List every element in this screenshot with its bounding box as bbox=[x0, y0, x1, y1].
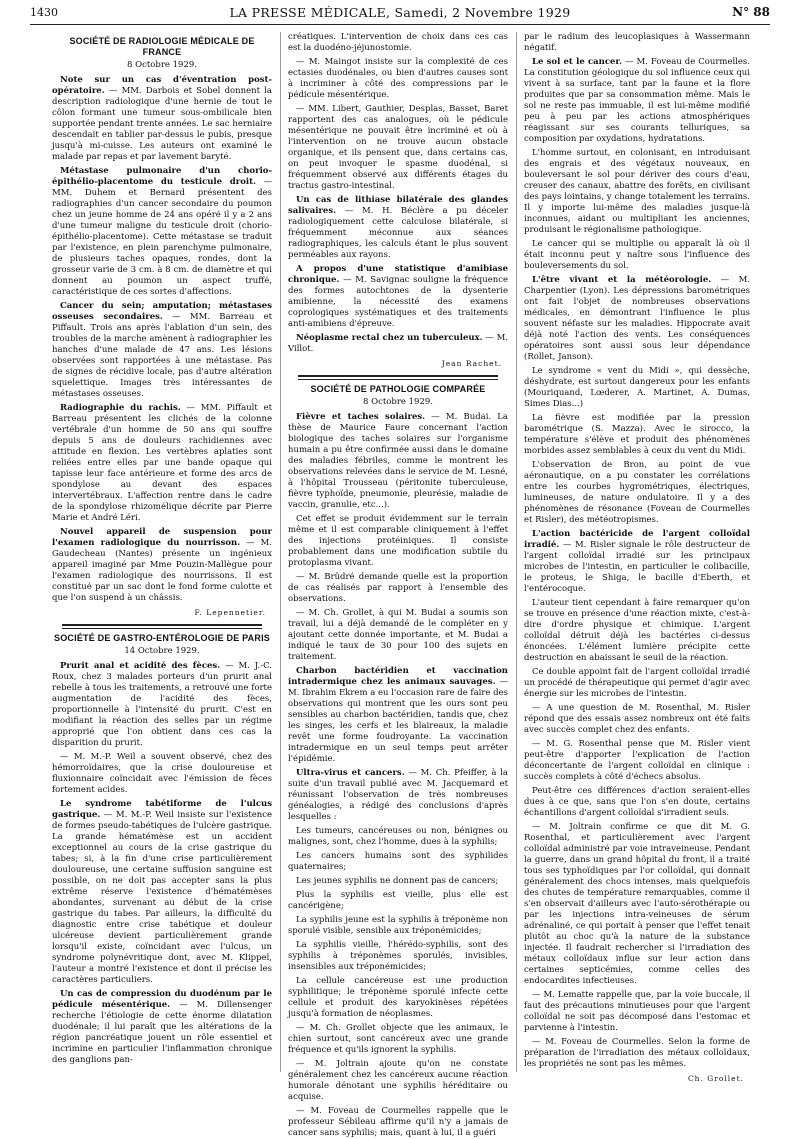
article: Néoplasme rectal chez un tuberculeux. — M. Villot. bbox=[288, 333, 508, 354]
section-rule bbox=[298, 375, 498, 380]
section-date: 8 Octobre 1929. bbox=[363, 397, 433, 407]
paragraph: — M. Joltrain ajoute qu'on ne constate généralement chez les cancéreux aucune réaction humorale dénotant une syphilis héréditaire ou acquise. bbox=[288, 1059, 508, 1102]
paragraph: — M. M.-P. Weil a souvent observé, chez des hémorroïdaires, que la crise douloureuse et fluxionnaire coïncidait avec l'émission de fèces fortement acides. bbox=[52, 752, 272, 795]
list-item: La syphilis vieille, l'hérédo-syphilis, sont des syphilis à tréponèmes sporulés, invisibles, insensibles aux tréponémicides; bbox=[288, 940, 508, 972]
article: Charbon bactéridien et vaccination intradermique chez les animaux sauvages. — M. Ibrahim Ekrem a eu l'occasion rare de faire des observations qui montrent que les ours sont peu sensibles au charbon bactéridien, tandis que, chez les singes, les cerfs et les blaireaux, la maladie revêt une forme foudroyante. La vaccination intradermique en un seul temps peut arrêter l'épidémie. bbox=[288, 666, 509, 764]
section-title: SOCIÉTÉ DE RADIOLOGIE MÉDICALE DE FRANCE bbox=[69, 36, 255, 57]
page-header bbox=[30, 2, 770, 24]
section-date: 14 Octobre 1929. bbox=[124, 646, 200, 656]
section-date: 8 Octobre 1929. bbox=[127, 60, 197, 70]
header-rule bbox=[30, 24, 770, 25]
list-item: Les tumeurs, cancéreuses ou non, bénignes ou malignes, sont, chez l'homme, dues à la syphilis; bbox=[288, 826, 508, 847]
paragraph: créatiques. L'intervention de choix dans ces cas est la duodéno-jéjunostomie. bbox=[288, 32, 508, 53]
list-item: La syphilis jeune est la syphilis à tréponème non sporulé visible, sensible aux tréponémicides; bbox=[288, 915, 508, 936]
paragraph: Cet effet se produit évidemment sur le terrain même et il est comparable cliniquement à l'effet des injections protéiniques. Il consiste probablement dans une modification subtile du protoplasma vivant. bbox=[288, 514, 508, 568]
column-3 bbox=[524, 32, 750, 1083]
paragraph: Le cancer qui se multiplie ou apparaît là où il était inconnu peut y naître sous l'influence des bouleversements du sol. bbox=[524, 239, 750, 271]
paragraph: Le syndrome « vent du Midi », qui dessèche, déshydrate, est surtout dangereux pour les enfants (Mouriquand, Lœderer, A. Martinet, A. Dumas, Simes Dias...) bbox=[524, 366, 750, 409]
paragraph: — M. Brûdré demande quelle est la proportion de cas réalisés par rapport à l'ensemble des observations. bbox=[288, 572, 508, 604]
article: L'action bactéricide de l'argent colloïdal irradié. — M. Risler signale le rôle destructeur de l'argent colloïdal irradié sur les principaux microbes de l'intestin, en particulier le colibacille, le proteus, le Shiga, le bacille d'Eberth, et l'entérocoque. bbox=[524, 529, 750, 594]
article: Cancer du sein; amputation; métastases osseuses secondaires. — MM. Barreau et Piffault. Trois ans après l'ablation d'un sein, des troubles de la marche amènent à radiographier les hanches d'une malade de 47 ans. Les lésions observées sont rapportées à une métastase. Pas de signes de récidive locale, pas d'autre altération squelettique. Images très intéressantes de métastases osseuses. bbox=[52, 301, 273, 399]
list-item: La cellule cancéreuse est une production syphilitique; le tréponème sporulé infecte cette cellule et produit des karyokinèses répétées jusqu'à formation de néoplasmes. bbox=[288, 976, 508, 1019]
article: Un cas de compression du duodénum par le pédicule mésentérique. — M. Dillensenger recherche l'étiologie de cette énorme dilatation duodénale; il lui paraît que les altérations de la région pancréatique jouent un rôle essentiel et incrimine en particulier l'inflammation chronique des ganglions pan- bbox=[52, 989, 272, 1065]
article: L'être vivant et la météorologie. — M. Charpentier (Lyon). Les dépressions barométriques ont fait l'objet de nombreuses observations médicales, en démontrant l'influence le plus souvent néfaste sur les maladies. Hippocrate avait déjà noté l'action des vents. Les conséquences opératoires sont aussi sous leur dépendance (Rollet, Janson). bbox=[524, 275, 750, 362]
paragraph: L'observation de Bron, au point de vue aéronautique, on a pu constater les corrélations entre les courbes hygrométriques, électriques, lumineuses, de nature ondulatoire. Il y a des phénomènes de résonance (Foveau de Courmelles et Risler), des météotropismes. bbox=[524, 460, 750, 525]
article: Ultra-virus et cancers. — M. Ch. Pfeiffer, à la suite d'un travail publié avec M. Jacquemard et réunissant l'observation de très nombreuses généalogies, a rédigé des conclusions d'après lesquelles : bbox=[288, 768, 508, 822]
column-divider bbox=[516, 32, 517, 1072]
paragraph: — M. Joltrain confirme ce que dit M. G. Rosenthal, et particulièrement avec l'argent colloïdal administré par voie intraveineuse. Pendant la guerre, dans un grand hôpital du front, il a traité tous ses typhoïdiques par l'or colloïdal, qui donnait généralement des chocs intenses, mais quelquefois des chutes de température remarquables, comme il s'en observait d'ailleurs avec l'auto-sérothérapie ou par les injections intra-veineuses de sérum adrénaliné, ce qui portait à penser que l'effet tenait plutôt au choc qu'à la nature de la substance injectée. Il faudrait rechercher si l'irradiation des métaux colloïdaux influe sur leur action dans certaines septicémies, comme celles des endocardites infectieuses. bbox=[524, 822, 750, 986]
column-divider bbox=[280, 32, 281, 1072]
article: Nouvel appareil de suspension pour l'examen radiologique du nourrisson. — M. Gaudecheau (Nantes) présente un ingénieux appareil imaginé par Mme Pouzin-Mallègue pour l'examen radiologique des nourrissons. Il est constitué par un sac dont le fond forme culotte et que l'on suspend à un châssis. bbox=[52, 527, 273, 603]
article: Le sol et le cancer. — M. Foveau de Courmelles. La constitution géologique du sol influence ceux qui vivent à sa surface, tant par la faune et la flore produites que par sa consommation même. Mais le sol ne reste pas immuable, il est lui-même modifié peu à peu par les actions atmosphériques réagissant sur ses courants telluriques, sa composition par oxydations, hydratations. bbox=[524, 57, 750, 144]
column-2 bbox=[288, 32, 509, 1138]
article: Fièvre et taches solaires. — M. Budai. La thèse de Maurice Faure concernant l'action biologique des taches solaires sur l'organisme humain a pu être confirmée aussi dans le domaine des maladies fébriles, comme le montrent les observations relevées dans le service de M. Lesné, à l'hôpital Trousseau (péritonite tuberculeuse, fièvre typhoïde, pneumonie, pleurésie, maladie de vaccin, granulie, etc...). bbox=[288, 412, 508, 510]
article: Radiographie du rachis. — MM. Piffault et Barreau présentent les clichés de la colonne vertébrale d'un homme de 50 ans qui souffre depuis 5 ans de douleurs rachidiennes avec attitude en flexion. Les vertèbres aplaties sont reliées entre elles par une bande opaque qui tapisse leur face antérieure et forme des arcs de spondylose au devant des espaces intervertébraux. L'affection rentre dans le cadre de la spondylose rhizomélique décrite par Pierre Marie et André Léri. bbox=[52, 403, 272, 523]
column-1 bbox=[52, 32, 272, 1072]
paragraph: — M. Lematte rappelle que, par la voie buccale, il faut des précautions minutieuses pour que l'argent colloïdal ne soit pas décomposé dans l'estomac et parvienne à l'intestin. bbox=[524, 990, 750, 1033]
paragraph: — M. Ch. Grollet objecte que les animaux, le chien surtout, sont cancéreux avec une grande fréquence et qu'ils ignorent la syphilis. bbox=[288, 1023, 508, 1055]
paragraph: — M. Foveau de Courmelles. Selon la forme de préparation de l'irradiation des métaux colloïdaux, les propriétés ne sont pas les mêmes. bbox=[524, 1037, 750, 1069]
list-item: Les cancers humains sont des syphilides quaternaires; bbox=[288, 851, 508, 872]
signature: F. Lepennetier. bbox=[194, 608, 266, 617]
paragraph: — M. G. Rosenthal pense que M. Risler vient peut-être d'apporter l'explication de l'action déconcertante de l'argent colloïdal en clinique : succès complets à côté d'échecs absolus. bbox=[524, 739, 750, 782]
issue-number: N° 88 bbox=[732, 5, 770, 19]
paragraph: — M. Maingot insiste sur la complexité de ces ectasies duodénales, ou bien d'autres causes sont à incriminer à côté des compressions par le pédicule mésentérique. bbox=[288, 57, 508, 100]
article: Note sur un cas d'éventration post-opératoire. — MM. Darbois et Sobel donnent la description radiologique d'une hernie de tout le côlon formant une tumeur sous-ombilicale bien supportée pendant trente années. Le sac herniaire descendait en tablier par-dessus le pubis, presque jusqu'à mi-cuisse. Les auteurs ont examiné le malade par repas et par lavement baryté. bbox=[52, 75, 272, 162]
page-number: 1430 bbox=[30, 6, 58, 19]
paragraph: — A une question de M. Rosenthal, M. Risler répond que des essais assez nombreux ont été faits avec succès complet chez des enfants. bbox=[524, 703, 750, 735]
list-item: Plus la syphilis est vieille, plus elle est cancérigène; bbox=[288, 890, 508, 911]
article: Un cas de lithiase bilatérale des glandes salivaires. — M. H. Béclère a pu déceler radiologiquement cette calculose bilatérale, si fréquemment méconnue aux séances radiographiques, les calculs étant le plus souvent perméables aux rayons. bbox=[288, 195, 508, 260]
masthead: LA PRESSE MÉDICALE, Samedi, 2 Novembre 1929 bbox=[229, 5, 571, 20]
paragraph: — MM. Libert, Gauthier, Desplas, Basset, Baret rapportent des cas analogues, où le pédicule mésentérique ne pouvait être incriminé et où à l'intervention on ne trouve aucun obstacle organique, et ils pensent que, dans certains cas, on peut invoquer le spasme duodénal, si fréquemment observé aux différents étages du tractus gastro-intestinal. bbox=[288, 104, 508, 191]
paragraph: par le radium des leucoplasiques à Wassermann négatif. bbox=[524, 32, 750, 53]
paragraph: — M. Ch. Grollet, à qui M. Budai a soumis son travail, lui a déjà demandé de le compléter en y ajoutant cette donnée importante, et M. Budai a indiqué le taux de 30 pour 100 des sujets en traitement. bbox=[288, 608, 508, 662]
article: Le syndrome tabétiforme de l'ulcus gastrique. — M. M.-P. Weil insiste sur l'existence de formes pseudo-tabétiques de l'ulcère gastrique. La grande hématémèse est un accident exceptionnel au cours de la crise gastrique du tabes; si, à la fin d'une crise particulièrement douloureuse, une certaine suffusion sanguine est possible, on ne doit pas accepter sans la plus extrême réserve l'existence d'hématémèses abondantes, survenant au début de la crise gastrique du tabes. Par ailleurs, la difficulté du diagnostic entre crise tabétique et douleur ulcéreuse devient particulièrement grande lorsqu'il existe, coïncidant avec l'ulcus, un syndrome polynévritique dont, avec M. Klippel, l'auteur a montré l'existence et dont il précise les caractères particuliers. bbox=[52, 799, 272, 985]
section-title: SOCIÉTÉ DE PATHOLOGIE COMPARÉE bbox=[310, 384, 486, 394]
paragraph: Ce double appoint fait de l'argent colloïdal irradié un procédé de thérapeutique qui permet d'agir avec énergie sur les microbes de l'intestin. bbox=[524, 667, 750, 699]
columns bbox=[52, 32, 776, 1138]
paragraph: — M. Foveau de Courmelles rappelle que le professeur Sébileau affirme qu'il n'y a jamais de cancer sans syphilis; mais, quant à lui, il a guéri bbox=[288, 1106, 508, 1138]
paragraph: L'homme surtout, en colonisant, en introduisant des engrais et des végétaux nouveaux, en bouleversant le sol pour dériver des cours d'eau, creuser des canaux, abattre des forêts, en civilisant des pays lointains, y change totalement les terrains. Il y importe lui-même des maladies jusque-là inconnues, aidant ou multipliant les anciennes, produisant le régionalisme pathologique. bbox=[524, 148, 750, 235]
paragraph: Peut-être ces différences d'action seraient-elles dues à ce que, sans que l'on s'en doute, certains échantillons d'argent colloïdal s'irradient seuls. bbox=[524, 786, 750, 818]
paragraph: L'auteur tient cependant à faire remarquer qu'on se trouve en présence d'une réaction mixte, c'est-à-dire d'ordre physique et chimique. L'argent colloïdal détruit déjà les bactéries ci-dessus énoncées. L'élément lumière précipite cette destruction en abaissant le seuil de la réaction. bbox=[524, 598, 750, 663]
section-title: SOCIÉTÉ DE GASTRO-ENTÉROLOGIE DE PARIS bbox=[54, 633, 270, 643]
signature: Jean Rachet. bbox=[441, 359, 502, 368]
section-rule bbox=[62, 624, 262, 629]
paragraph: La fièvre est modifiée par la pression barométrique (S. Mazza). Avec le sirocco, la température s'élève et produit des phénomènes morbides assez semblables à ceux du vent du Midi. bbox=[524, 413, 750, 456]
list-item: Les jeunes syphilis ne donnent pas de cancers; bbox=[296, 876, 499, 886]
article: Prurit anal et acidité des fèces. — M. J.-C. Roux, chez 3 malades porteurs d'un prurit anal rebelle à tous les traitements, a retrouvé une forte augmentation de l'acidité des fèces, proportionnelle à l'intensité du prurit. C'est en modifiant la réaction des selles par un régime approprié que l'on obtient dans ces cas la disparition du prurit. bbox=[52, 661, 272, 748]
article: A propos d'une statistique d'amibiase chronique. — M. Savignac souligne la fréquence des formes autochtones de la dysenterie amibienne, la nécessité des examens coprologiques systématiques et des traitements anti-amibiens d'épreuve. bbox=[288, 264, 508, 329]
signature: Ch. Grollet. bbox=[687, 1074, 744, 1083]
article: Métastase pulmonaire d'un chorio-épithélio-placentome du testicule droit. — MM. Duhem et Bernard présentent des radiographies d'un cancer secondaire du poumon chez un jeune homme de 24 ans opéré il y a 2 ans d'une tumeur maligne du testicule droit (chorio-épithélio-placentome). Cette métastase se traduit par l'existence, en plein parenchyme pulmonaire, de plusieurs taches opaques, rondes, dont la grosseur varie de 3 cm. à 8 cm. de diamètre et qui donnent au poumon un aspect truffé, caractéristique de ces sortes d'affections. bbox=[52, 166, 272, 297]
